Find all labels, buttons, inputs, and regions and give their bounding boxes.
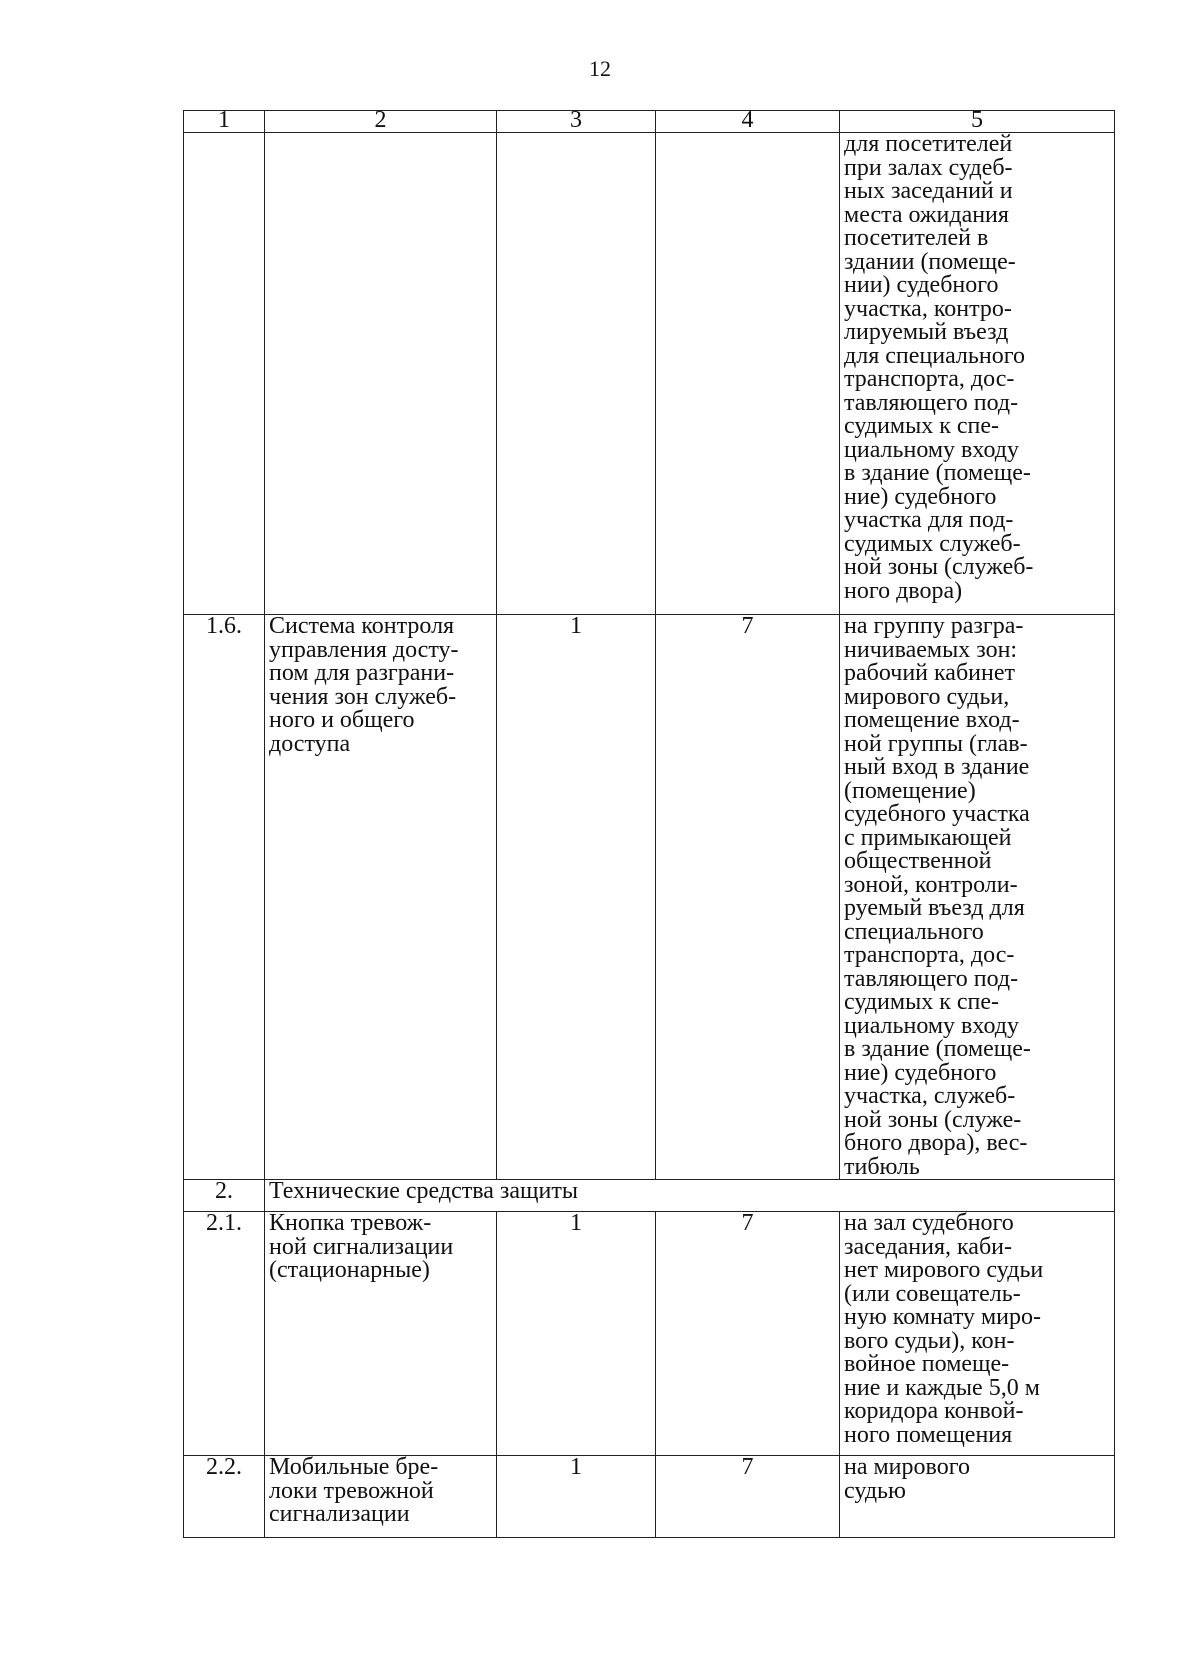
cell-text-line: на группу разгра- <box>844 614 1024 639</box>
cell-text-line: участка, контро- <box>844 295 1012 322</box>
cell-text-line: ной зоны (служе- <box>844 1106 1022 1133</box>
cell-text-line: с примыкающей <box>844 824 1012 851</box>
cell-text-line: ного двора) <box>844 577 963 604</box>
cell-text-line: управления досту- <box>269 636 459 663</box>
cell-text-line: судимых к спе- <box>844 989 999 1015</box>
page-number: 12 <box>589 56 611 81</box>
row-col4-cell: 7 <box>656 615 840 1180</box>
cell-text-line: на мирового <box>844 1455 970 1480</box>
cell-text-line: ный вход в здание <box>844 754 1030 780</box>
section-row <box>184 1180 1115 1212</box>
cell-text-line: судимых служеб- <box>844 530 1021 557</box>
cell-text-line: ничиваемых зон: <box>844 636 1018 663</box>
row-note-cell <box>840 133 1115 615</box>
cell-text-line: ной группы (глав- <box>844 730 1028 757</box>
cell-text-line: циальному входу <box>844 436 1019 463</box>
row-number-cell: 1.6. <box>184 615 265 1180</box>
cell-text-line: (стационарные) <box>269 1257 430 1283</box>
cell-text-line: ние и каждые 5,0 м <box>844 1374 1040 1401</box>
cell-text-line: посетителей в <box>844 225 989 251</box>
cell-text-line: Кнопка тревож- <box>269 1211 432 1236</box>
cell-text-line: локи тревожной <box>269 1477 434 1504</box>
cell-text-line: в здание (помеще- <box>844 460 1031 486</box>
cell-text-line: Мобильные бре- <box>269 1455 439 1480</box>
column-header-5: 5 <box>840 111 1115 133</box>
cell-text-line: чения зон служеб- <box>269 683 457 710</box>
cell-text-line: (помещение) <box>844 777 976 804</box>
cell-text-line: общественной <box>844 848 992 874</box>
cell-text-line: здании (помеще- <box>844 248 1016 275</box>
table-row <box>184 1456 1115 1538</box>
cell-text-line: при залах судеб- <box>844 154 1013 181</box>
cell-text-line: специального <box>844 918 984 945</box>
cell-text-line: судимых к спе- <box>844 413 999 439</box>
section-number-cell: 2. <box>184 1180 265 1212</box>
row-col3-cell: 1 <box>497 1456 656 1538</box>
row-note-cell <box>840 1456 1115 1538</box>
row-col4-cell: 7 <box>656 1212 840 1456</box>
cell-text-line: тавляющего под- <box>844 389 1019 416</box>
cell-text-line: заседания, каби- <box>844 1233 1012 1260</box>
cell-text-line: рабочий кабинет <box>844 660 1015 686</box>
table-row <box>184 615 1115 1180</box>
row-note-cell <box>840 1212 1115 1456</box>
cell-text-line: войное помеще- <box>844 1351 1010 1377</box>
cell-text-line: доступа <box>269 730 351 757</box>
row-name-cell <box>265 1212 497 1456</box>
cell-text-line: нии) судебного <box>844 272 999 298</box>
cell-text-line: для посетителей <box>844 132 1013 157</box>
column-header-2: 2 <box>265 111 497 133</box>
cell-text-line: транспорта, дос- <box>844 942 1015 968</box>
row-col3-cell: 1 <box>497 615 656 1180</box>
cell-text-line: ного помещения <box>844 1421 1013 1448</box>
row-col3-cell: 1 <box>497 1212 656 1456</box>
row-number-cell: 2.2. <box>184 1456 265 1538</box>
table-row <box>184 133 1115 615</box>
cell-text-line: ных заседаний и <box>844 178 1013 204</box>
cell-text-line: транспорта, дос- <box>844 366 1015 392</box>
column-header-4: 4 <box>656 111 840 133</box>
cell-text-line: тибюль <box>844 1153 920 1180</box>
cell-text-line: судью <box>844 1477 906 1504</box>
cell-text-line: сигнализации <box>269 1501 410 1527</box>
cell-text-line: ной зоны (служеб- <box>844 554 1034 580</box>
requirements-table <box>183 110 1115 1538</box>
row-col4-cell: 7 <box>656 1456 840 1538</box>
cell-text-line: тавляющего под- <box>844 965 1019 992</box>
cell-text-line: участка для под- <box>844 507 1014 533</box>
cell-text-line: ного и общего <box>269 707 415 733</box>
cell-text-line: коридора конвой- <box>844 1398 1024 1424</box>
cell-text-line: судебного участка <box>844 801 1030 827</box>
row-note-cell <box>840 615 1115 1180</box>
cell-text-line: в здание (помеще- <box>844 1036 1031 1062</box>
cell-text-line: Система контроля <box>269 614 455 639</box>
cell-text-line: (или совещатель- <box>844 1280 1021 1307</box>
section-title-cell: Технические средства защиты <box>265 1180 1115 1212</box>
row-col3-cell <box>497 133 656 615</box>
cell-text-line: для специального <box>844 342 1025 369</box>
cell-text-line: на зал судебного <box>844 1211 1014 1236</box>
column-header-3: 3 <box>497 111 656 133</box>
row-col4-cell <box>656 133 840 615</box>
cell-text-line: зоной, контроли- <box>844 871 1018 898</box>
row-number-cell: 2.1. <box>184 1212 265 1456</box>
cell-text-line: бного двора), вес- <box>844 1130 1028 1156</box>
cell-text-line: ние) судебного <box>844 1059 997 1086</box>
cell-text-line: циальному входу <box>844 1012 1019 1039</box>
cell-text-line: места ожидания <box>844 201 1009 228</box>
cell-text-line: ние) судебного <box>844 483 997 510</box>
cell-text-line: помещение вход- <box>844 707 1020 733</box>
cell-text-line: вого судьи), кон- <box>844 1327 1015 1354</box>
row-name-cell <box>265 133 497 615</box>
cell-text-line: пом для разграни- <box>269 660 455 686</box>
cell-text-line: руемый въезд для <box>844 895 1025 921</box>
cell-text-line: ную комнату миро- <box>844 1304 1042 1330</box>
cell-text-line: нет мирового судьи <box>844 1257 1044 1283</box>
cell-text-line: мирового судьи, <box>844 683 1010 710</box>
column-header-1: 1 <box>184 111 265 133</box>
row-name-cell <box>265 615 497 1180</box>
row-name-cell <box>265 1456 497 1538</box>
table-header-row <box>184 111 1115 133</box>
cell-text-line: ной сигнализации <box>269 1233 454 1260</box>
table-row <box>184 1212 1115 1456</box>
cell-text-line: участка, служеб- <box>844 1083 1016 1109</box>
row-number-cell <box>184 133 265 615</box>
cell-text-line: лируемый въезд <box>844 319 1009 345</box>
